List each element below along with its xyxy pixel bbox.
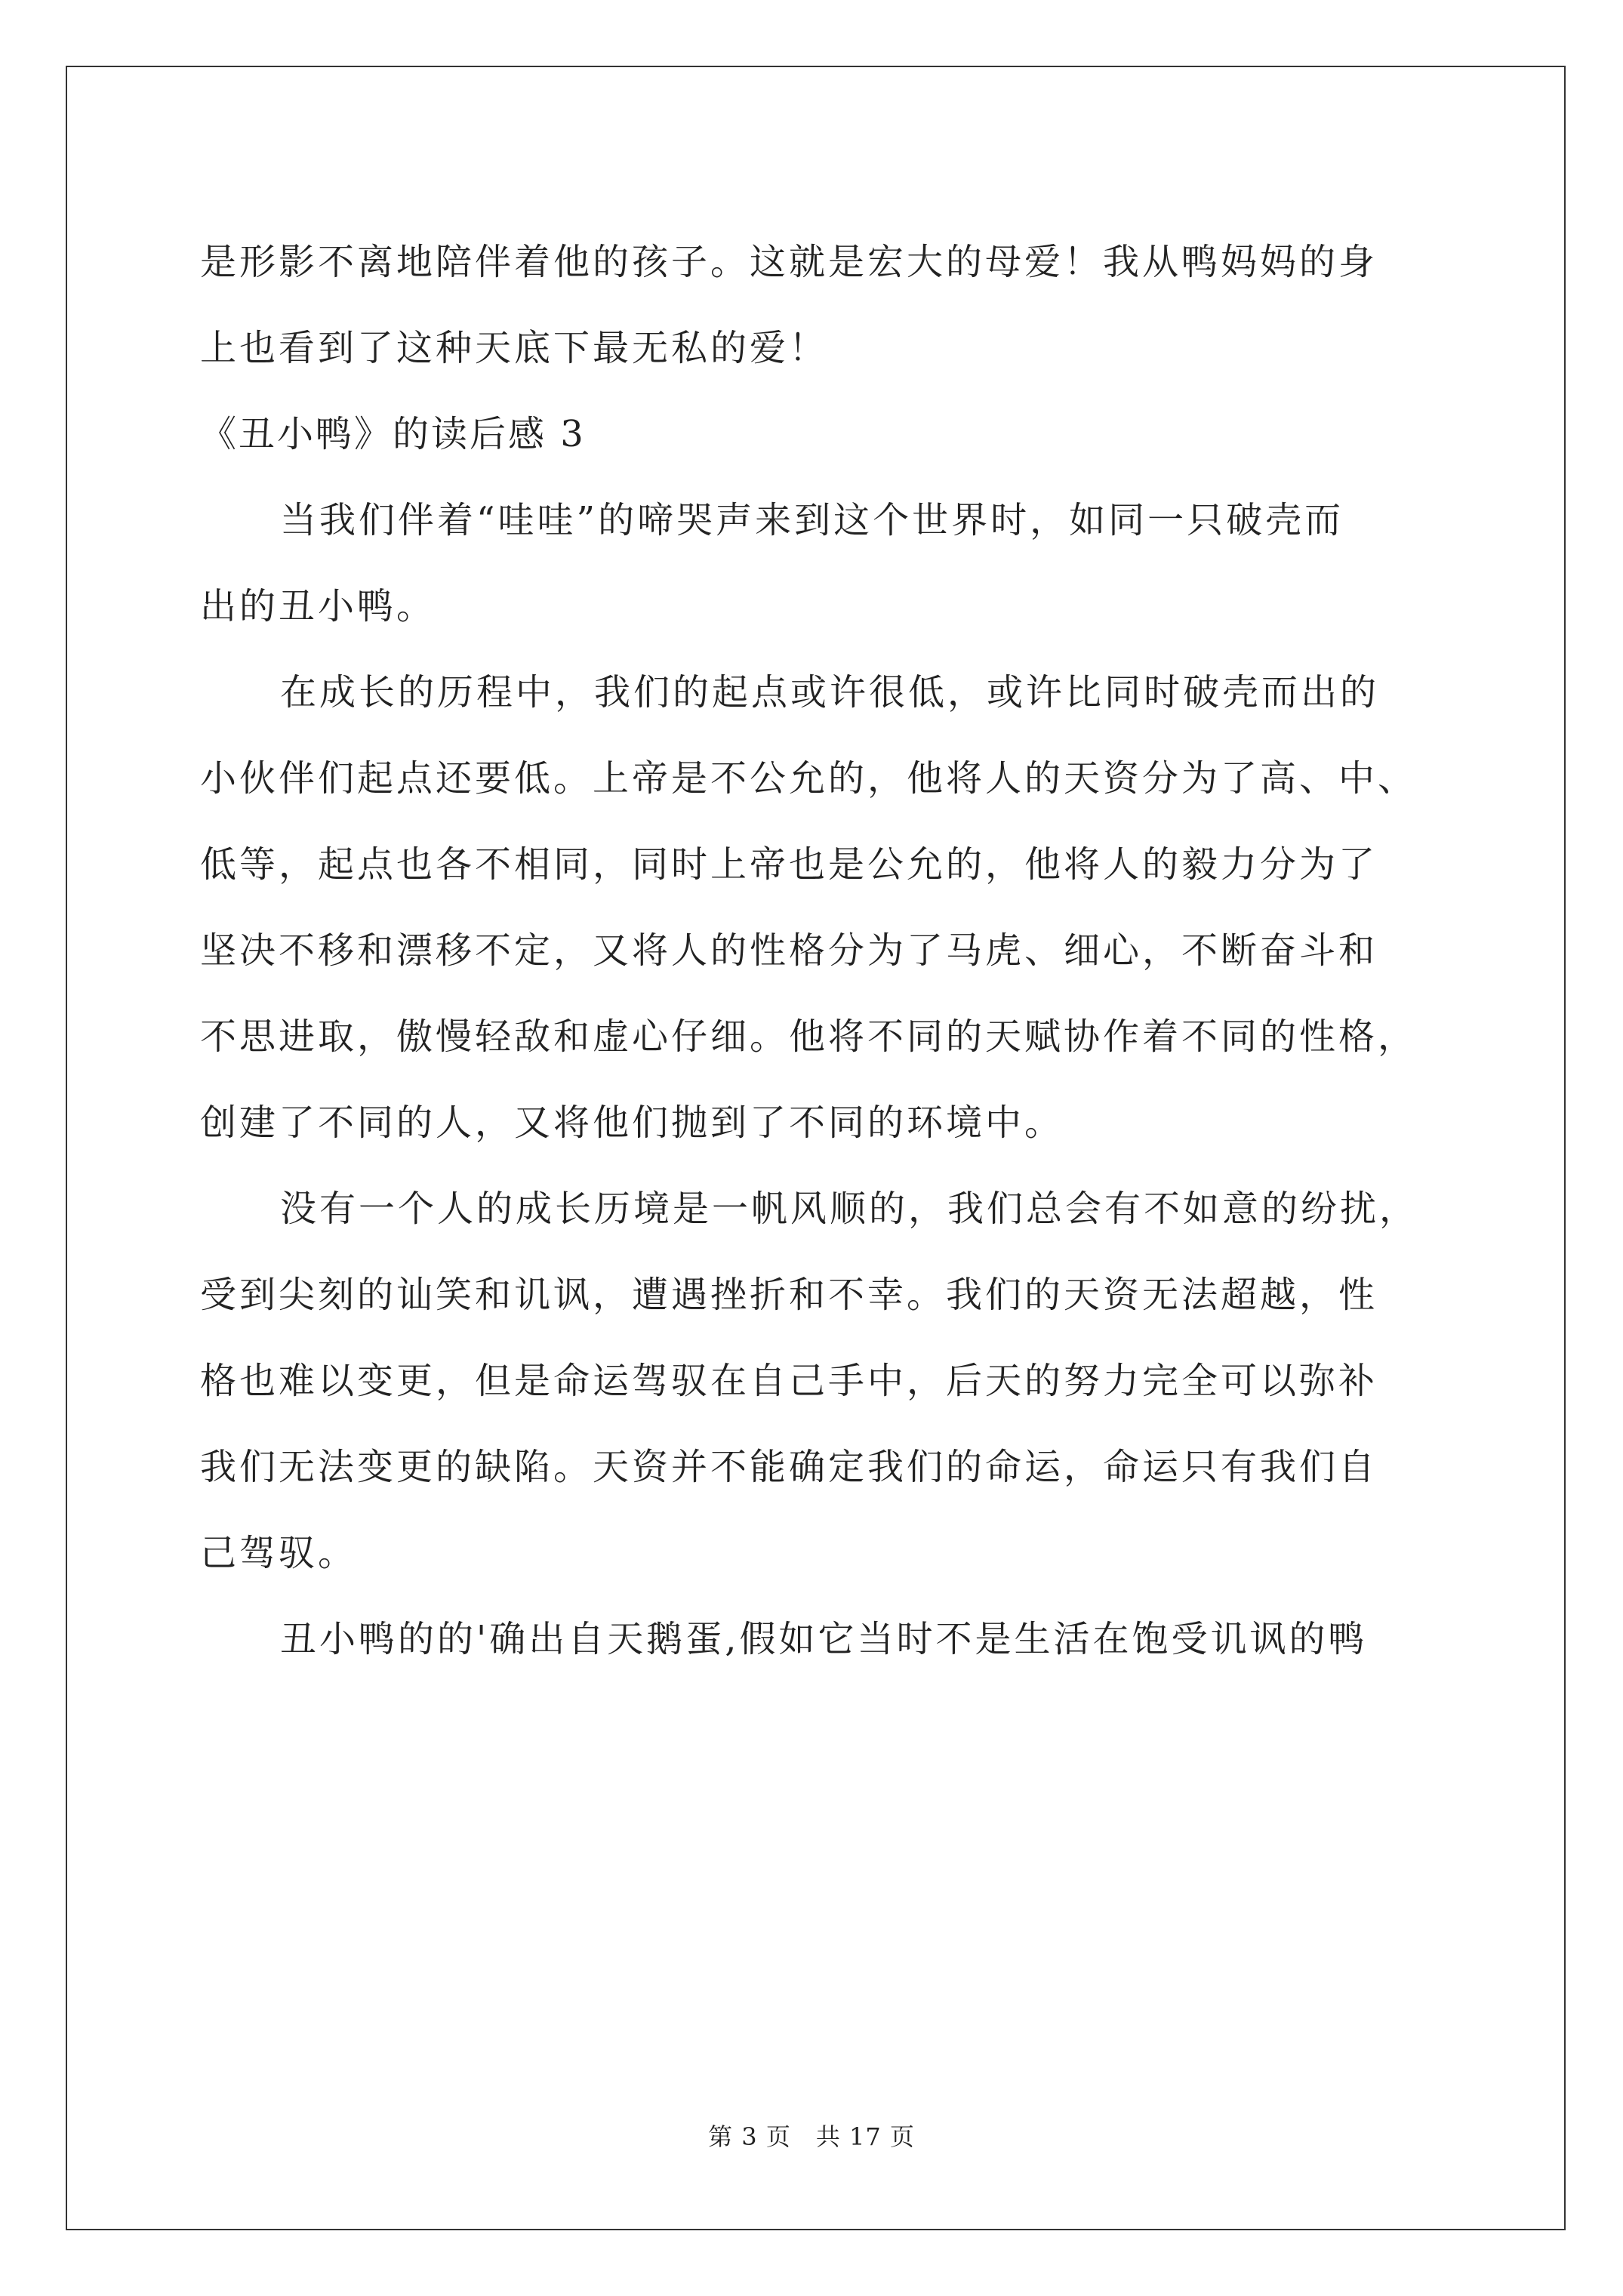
text-line: 出的丑小鸭。 bbox=[200, 585, 436, 627]
text-line: 上也看到了这种天底下最无私的爱！ bbox=[200, 327, 829, 369]
text-line: 小伙伴们起点还要低。上帝是不公允的，他将人的天资分为了高、中、 bbox=[200, 757, 1418, 800]
section-heading: 《丑小鸭》的读后感 3 bbox=[200, 413, 586, 455]
text-line: 己驾驭。 bbox=[200, 1532, 358, 1574]
text-line: 没有一个人的成长历境是一帆风顺的，我们总会有不如意的纷扰， bbox=[280, 1188, 1419, 1230]
text-line: 创建了不同的人，又将他们抛到了不同的环境中。 bbox=[200, 1102, 1064, 1144]
paragraph bbox=[200, 477, 1446, 649]
text-line: 当我们伴着“哇哇”的啼哭声来到这个世界时，如同一只破壳而 bbox=[280, 499, 1344, 541]
text-line: 不思进取，傲慢轻敌和虚心仔细。他将不同的天赋协作着不同的性格， bbox=[200, 1015, 1418, 1058]
text-line: 我们无法变更的缺陷。天资并不能确定我们的命运，命运只有我们自 bbox=[200, 1446, 1378, 1488]
text-line: 坚决不移和漂移不定，又将人的性格分为了马虎、细心，不断奋斗和 bbox=[200, 929, 1378, 972]
text-line: 是形影不离地陪伴着他的孩子。这就是宏大的母爱！我从鸭妈妈的身 bbox=[200, 241, 1378, 283]
paragraph bbox=[200, 1166, 1446, 1596]
paragraph bbox=[200, 1596, 1446, 1682]
text-line: 在成长的历程中，我们的起点或许很低，或许比同时破壳而出的 bbox=[280, 671, 1380, 713]
page-number-footer: 第 3 页 共 17 页 bbox=[708, 2122, 915, 2151]
document-body bbox=[200, 219, 1446, 1682]
text-line: 丑小鸭的的'确出自天鹅蛋,假如它当时不是生活在饱受讥讽的鸭 bbox=[280, 1618, 1368, 1660]
text-line: 受到尖刻的讪笑和讥讽，遭遇挫折和不幸。我们的天资无法超越，性 bbox=[200, 1274, 1378, 1316]
text-line: 格也难以变更，但是命运驾驭在自己手中，后天的努力完全可以弥补 bbox=[200, 1360, 1378, 1402]
text-line: 低等，起点也各不相同，同时上帝也是公允的，他将人的毅力分为了 bbox=[200, 843, 1378, 886]
paragraph bbox=[200, 649, 1446, 1166]
